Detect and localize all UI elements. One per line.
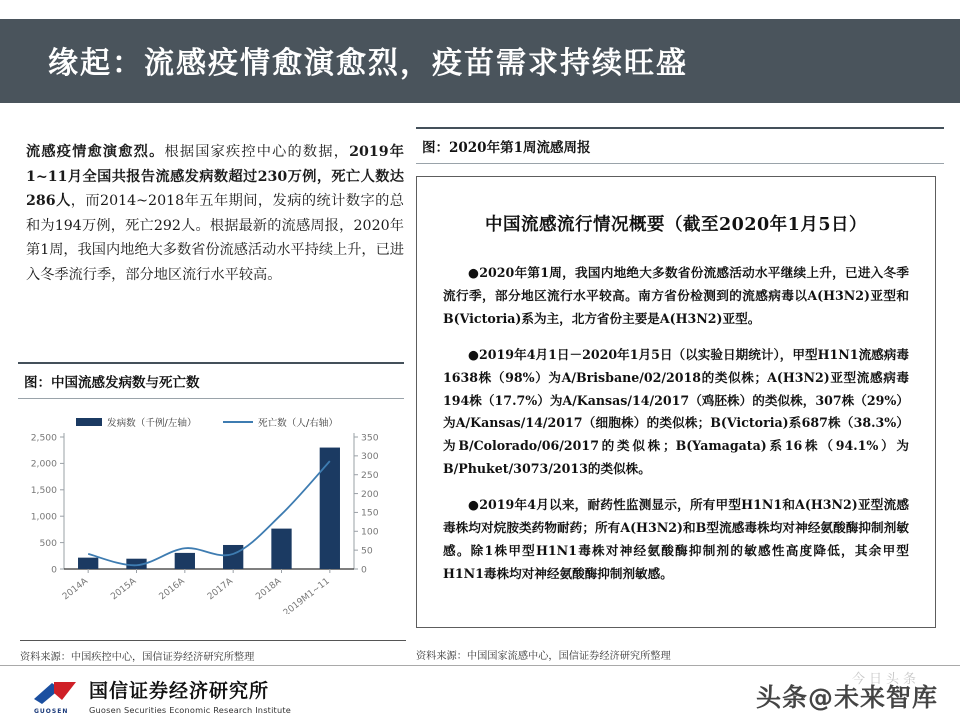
chart-bar (320, 448, 340, 569)
right-source-text: 资料来源：中国国家流感中心，国信证券经济研究所整理 (416, 651, 671, 662)
x-axis-tick-label: 2019M1~11 (281, 576, 332, 614)
brand-name-en: Guosen Securities Economic Research Institute (89, 705, 291, 715)
chart-card (18, 362, 404, 650)
chart-bar (78, 558, 98, 569)
brand-logo (32, 676, 291, 715)
left-column (26, 140, 404, 287)
page-title: 缘起：流感疫情愈演愈烈，疫苗需求持续旺盛 (48, 46, 688, 81)
x-axis-tick-label: 2018A (254, 576, 284, 603)
watermark: 头条@未来智库 (755, 683, 938, 712)
left-paragraph-lead: 流感疫情愈演愈烈。 (26, 144, 165, 160)
footer-divider (0, 665, 960, 666)
chart-line-series (88, 461, 330, 565)
right-source-note (416, 640, 944, 663)
y-axis-right-tick: 350 (361, 432, 379, 444)
legend-label-bar: 发病数（千例/左轴） (107, 418, 197, 429)
x-axis-tick-label: 2014A (60, 576, 91, 603)
y-axis-left-tick: 0 (51, 564, 57, 576)
weekly-report-document (416, 176, 936, 628)
y-axis-right-tick: 250 (361, 470, 379, 482)
y-axis-right-tick: 0 (361, 564, 367, 576)
guosen-logo-mark-text: GUOSEN (34, 707, 69, 715)
right-card-title: 图：2020年第1周流感周报 (422, 140, 591, 156)
chart-bar (271, 529, 291, 569)
left-source-note (20, 640, 406, 664)
x-axis-tick-label: 2015A (109, 576, 139, 603)
legend-swatch-bar (76, 418, 102, 426)
brand-name-cn: 国信证券经济研究所 (89, 680, 270, 702)
flu-chart-svg (18, 409, 404, 614)
x-axis-tick-label: 2017A (205, 576, 236, 603)
left-paragraph (26, 140, 404, 287)
chart-card-title: 图：中国流感发病数与死亡数 (24, 375, 200, 391)
chart-canvas (18, 409, 404, 614)
left-paragraph-bold-1: 2019年1~11月全国共报告流感发病数超过230万例，死亡人数达286人 (26, 144, 404, 210)
watermark-ghost: 今日头条 (851, 672, 920, 687)
x-axis-tick-label: 2016A (157, 576, 187, 603)
document-paragraph: ●2019年4月以来，耐药性监测显示，所有甲型H1N1和A(H3N2)亚型流感毒株均对烷胺类药物耐药；所有A(H3N2)和B型流感毒株均对神经氨酸酶抑制剂敏感。除1株甲型H1N1毒株对神经氨酸酶抑制剂的敏感性高度降低，其余甲型H1N1毒株均对神经氨酸酶抑制剂敏感。 (443, 497, 909, 581)
legend-label-line: 死亡数（人/右轴） (258, 418, 338, 429)
document-paragraph: ●2020年第1周，我国内地绝大多数省份流感活动水平继续上升，已进入冬季流行季，部分地区流行水平较高。南方省份检测到的流感病毒以A(H3N2)亚型和B(Victoria)系为主，北方省份主要是A(H3N2)亚型。 (443, 265, 909, 326)
y-axis-right-tick: 50 (361, 545, 373, 557)
chart-bar (223, 545, 243, 569)
guosen-logo-icon (32, 679, 80, 713)
y-axis-left-tick: 2,000 (30, 458, 57, 470)
left-paragraph-rest-1: 根据国家疾控中心的数据， (164, 144, 350, 160)
document-title: 中国流感流行情况概要（截至2020年1月5日） (484, 215, 868, 235)
left-paragraph-rest-2: ，而2014~2018年五年期间，发病的统计数字的总和为194万例，死亡292人。根据最新的流感周报，2020年第1周，我国内地绝大多数省份流感活动水平持续上升，已进入冬季流行季，部分地区流行水平较高。 (26, 193, 404, 283)
right-column (416, 127, 944, 628)
y-axis-right-tick: 200 (361, 488, 379, 500)
chart-bar (175, 553, 195, 569)
left-source-text: 资料来源：中国疾控中心，国信证券经济研究所整理 (20, 652, 255, 663)
y-axis-right-tick: 100 (361, 526, 379, 538)
brand-logo-words (89, 676, 291, 715)
right-card-header (416, 127, 944, 164)
y-axis-left-tick: 500 (39, 537, 57, 549)
y-axis-right-tick: 300 (361, 451, 379, 463)
guosen-logo-glyph (32, 679, 80, 709)
document-paragraph: ●2019年4月1日－2020年1月5日（以实验日期统计），甲型H1N1流感病毒1638株（98%）为A/Brisbane/02/2018的类似株；A(H3N2)亚型流感病毒194株（17.7%）为A/Kansas/14/2017（鸡胚株）的类似株，307株（29%）为A/Kansas/14/2017（细胞株）的类似株；B(Victoria)系687株（38.3%）为B/Colorado/06/2017的类似株；B(Yamagata)系16株（94.1%）为B/Phuket/3073/2013的类似株。 (443, 346, 909, 477)
y-axis-left-tick: 1,500 (30, 485, 57, 497)
y-axis-left-tick: 2,500 (30, 432, 57, 444)
y-axis-left-tick: 1,000 (30, 511, 57, 523)
chart-card-header (18, 362, 404, 399)
y-axis-right-tick: 150 (361, 507, 379, 519)
